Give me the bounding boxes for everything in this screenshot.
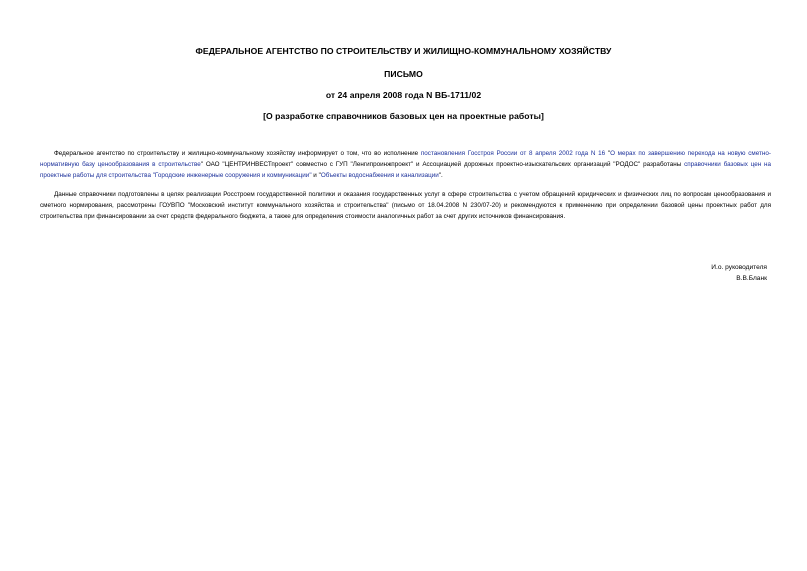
- body-paragraph-2: Данные справочники подготовлены в целях реализации Росстроем государственной политики и оказания государственных услуг в сфере строительства с учетом обращений юридических и физических лиц по вопросам ценообразования и сметного нормирования, рассмотрены ГОУВПО "Московский институт коммунального хозяйства и строительства" (письмо от 18.04.2008 N 230/07-20) и рекомендуются к применению при определении базовой цены проектных работ для строительства при финансировании за счет средств федерального бюджета, а также для определения стоимости аналогичных работ за счет других источников финансирования.: [40, 191, 771, 221]
- paragraph-text: " ОАО "ЦЕНТРИНВЕСТпроект" совместно с ГУП "Ленгипроинжпроект" и Ассоциацией дорожных проектно-изыскательских организаций "РОДОС" разработаны: [200, 161, 685, 169]
- document-subject: [О разработке справочников базовых цен на проектные работы]: [263, 111, 544, 121]
- document-date-number: от 24 апреля 2008 года N ВБ-1711/02: [325, 90, 482, 100]
- water-objects-link[interactable]: Объекты водоснабжения и канализации: [320, 172, 439, 180]
- measures-title-link[interactable]: О мерах по завершению перехода на новую сметно-нормативную базу ценообразования в строительстве: [40, 150, 771, 169]
- price-reference-link[interactable]: справочники базовых цен на проектные работы для строительства "Городские инженерные сооружения и коммуникации": [40, 161, 772, 180]
- signature-name: В.В.Бланк: [736, 275, 767, 282]
- agency-heading: ФЕДЕРАЛЬНОЕ АГЕНТСТВО ПО СТРОИТЕЛЬСТВУ И ЖИЛИЩНО-КОММУНАЛЬНОМУ ХОЗЯЙСТВУ: [195, 46, 612, 56]
- body-paragraph-1: [40, 148, 771, 182]
- paragraph-text: Федеральное агентство по строительству и жилищно-коммунальному хозяйству информирует о том, что во исполнение: [54, 150, 421, 157]
- signature-title: И.о. руководителя: [711, 264, 767, 271]
- paragraph-text: и ": [311, 172, 321, 180]
- document-type: ПИСЬМО: [384, 69, 423, 79]
- paragraph-text: ": [605, 150, 611, 157]
- paragraph-text: ".: [438, 172, 443, 180]
- resolution-link[interactable]: постановления Госстроя России от 8 апреля 2002 года N 16: [420, 150, 606, 157]
